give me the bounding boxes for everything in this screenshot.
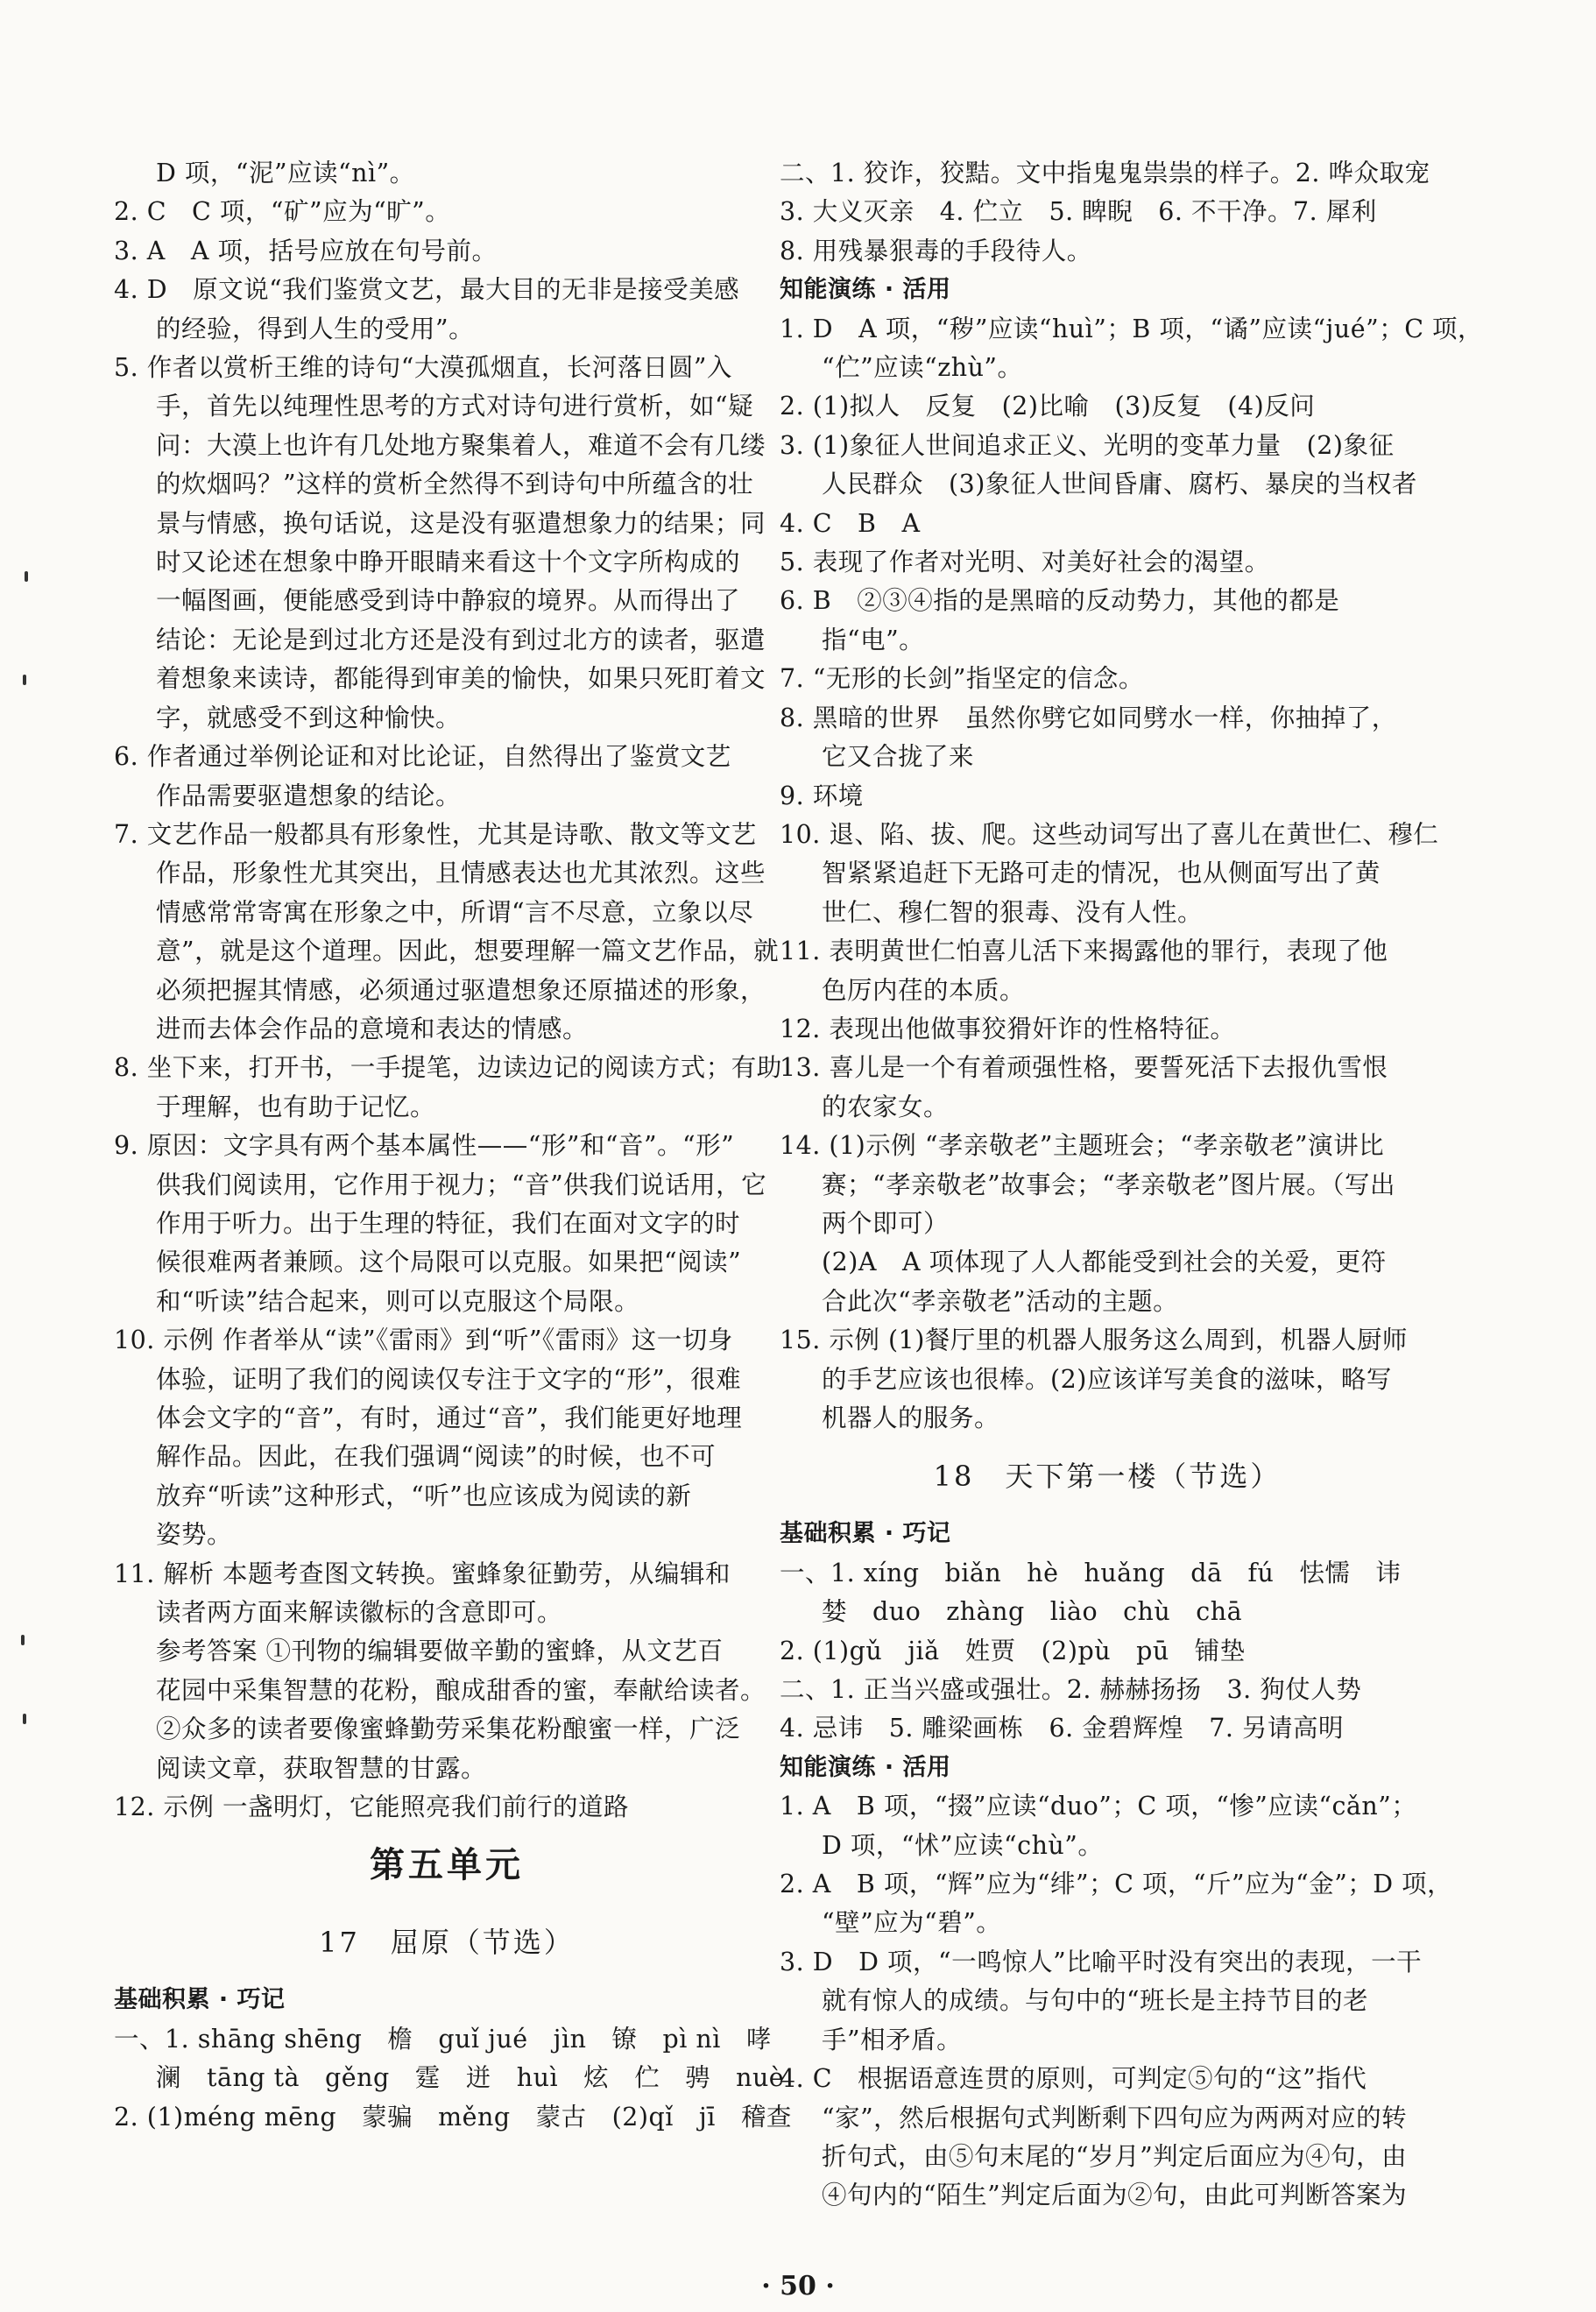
answer-line: 2. (1)méng mēng 蒙骗 měng 蒙古 (2)qǐ jī 稽查 [114, 2102, 792, 2132]
answer-line: 机器人的服务。 [822, 1403, 1000, 1432]
answer-line: 两个即可） [822, 1208, 950, 1238]
answer-line: 必须把握其情感，必须通过驱遣想象还原描述的形象， [156, 975, 766, 1005]
answer-line: 一、1. shāng shēng 檐 guǐ jué jìn 镣 pì nì 哮 [114, 2024, 772, 2054]
answer-line: 放弃“听读”这种形式，“听”也应该成为阅读的新 [156, 1481, 692, 1510]
answer-line: “家”，然后根据句式判断剩下四句应为两两对应的转 [822, 2103, 1408, 2132]
answer-line: 作用于听力。出于生理的特征，我们在面对文字的时 [156, 1208, 741, 1238]
answer-line: 5. 表现了作者对光明、对美好社会的渴望。 [780, 548, 1270, 577]
answer-line: 参考答案 ①刊物的编辑要做辛勤的蜜蜂，从文艺百 [156, 1637, 724, 1666]
answer-line: ②众多的读者要像蜜蜂勤劳采集花粉酿蜜一样，广泛 [156, 1715, 741, 1744]
answer-line: 二、1. 正当兴盛或强壮。2. 赫赫扬扬 3. 狗仗人势 [780, 1675, 1362, 1705]
answer-line: 14. (1)示例 “孝亲敬老”主题班会；“孝亲敬老”演讲比 [780, 1131, 1385, 1161]
answer-line: “伫”应读“zhù”。 [822, 353, 1023, 383]
answer-line: 13. 喜儿是一个有着顽强性格，要誓死活下去报仇雪恨 [780, 1053, 1388, 1083]
answer-line: 一、1. xíng biǎn hè huǎng dā fú 怯懦 讳 [780, 1558, 1402, 1587]
answer-line: 8. 黑暗的世界 虽然你劈它如同劈水一样，你抽掉了， [780, 703, 1397, 732]
answer-line: 于理解，也有助于记忆。 [156, 1092, 436, 1121]
answer-line: 10. 示例 作者举从“读”《雷雨》到“听”《雷雨》这一切身 [114, 1326, 733, 1355]
answer-line: 字，就感受不到这种愉快。 [156, 703, 462, 732]
answer-line: 5. 作者以赏析王维的诗句“大漠孤烟直，长河落日圆”入 [114, 353, 732, 383]
answer-line: 4. C 根据语意连贯的原则，可判定⑤句的“这”指代 [780, 2064, 1367, 2094]
answer-line: 12. 表现出他做事狡猾奸诈的性格特征。 [780, 1014, 1236, 1043]
answer-line: 意”，就是这个道理。因此，想要理解一篇文艺作品，就 [156, 937, 780, 966]
answer-line: 时又论述在想象中睁开眼睛来看这十个文字所构成的 [156, 548, 741, 577]
answer-line: 的手艺应该也很棒。(2)应该详写美食的滋味，略写 [822, 1364, 1392, 1394]
answer-line: 3. D D 项，“一鸣惊人”比喻平时没有突出的表现，一干 [780, 1947, 1423, 1976]
margin-mark [23, 1714, 26, 1724]
answer-line: 和“听读”结合起来，则可以克服这个局限。 [156, 1286, 640, 1316]
answer-line: D 项，“泥”应读“nì”。 [156, 159, 415, 187]
answer-line: 11. 表明黄世仁怕喜儿活下来揭露他的罪行，表现了他 [780, 937, 1388, 966]
answer-line: 问：大漠上也许有几处地方聚集着人，难道不会有几缕 [156, 430, 766, 460]
answer-line: 9. 环境 [780, 781, 864, 810]
answer-line: 着想象来读诗，都能得到审美的愉快，如果只死盯着文 [156, 664, 766, 694]
margin-mark [25, 571, 28, 582]
answer-line: “壁”应为“碧”。 [822, 1908, 1002, 1938]
answer-line: 4. D 原文说“我们鉴赏文艺，最大目的无非是接受美感 [114, 275, 740, 305]
answer-line: 澜 tāng tà gěng 霆 迸 huì 炫 伫 骋 nuè [156, 2063, 785, 2093]
answer-line: 手，首先以纯理性思考的方式对诗句进行赏析，如“疑 [156, 392, 754, 421]
answer-line: 的农家女。 [822, 1092, 950, 1121]
page-number: · 50 · [761, 2271, 835, 2301]
answer-line: 15. 示例 (1)餐厅里的机器人服务这么周到，机器人厨师 [780, 1326, 1408, 1355]
answer-line: 3. A A 项，括号应放在句号前。 [114, 236, 498, 265]
answer-line: 11. 解析 本题考查图文转换。蜜蜂象征勤劳，从编辑和 [114, 1559, 731, 1588]
answer-line: 的炊烟吗？”这样的赏析全然得不到诗句中所蕴含的壮 [156, 470, 754, 499]
answer-line: 作品，形象性尤其突出，且情感表达也尤其浓烈。这些 [156, 859, 766, 888]
answer-line: 阅读文章，获取智慧的甘露。 [156, 1753, 487, 1783]
margin-mark [23, 675, 26, 685]
answer-line: 一幅图画，便能感受到诗中静寂的境界。从而得出了 [156, 586, 741, 616]
lesson-title: 17 屈原（节选） [319, 1926, 575, 1960]
answer-line: 婪 duo zhàng liào chù chā [822, 1597, 1243, 1627]
answer-line: 7. “无形的长剑”指坚定的信念。 [780, 664, 1144, 694]
section-heading: 基础积累 · 巧记 [114, 1986, 286, 2014]
answer-line: 指“电”。 [822, 625, 925, 654]
answer-line: 进而去体会作品的意境和表达的情感。 [156, 1014, 589, 1043]
unit-title: 第五单元 [370, 1844, 524, 1886]
answer-line: 作品需要驱遣想象的结论。 [156, 781, 462, 810]
answer-line: 2. C C 项，“矿”应为“旷”。 [114, 197, 451, 227]
section-heading: 知能演练 · 活用 [780, 1753, 951, 1781]
answer-line: 3. (1)象征人世间追求正义、光明的变革力量 (2)象征 [780, 430, 1395, 460]
answer-line: 4. C B A [780, 508, 921, 538]
answer-line: 体验，证明了我们的阅读仅专注于文字的“形”，很难 [156, 1364, 742, 1394]
answer-line: 7. 文艺作品一般都具有形象性，尤其是诗歌、散文等文艺 [114, 819, 757, 849]
section-heading: 知能演练 · 活用 [780, 276, 951, 304]
answer-line: 折句式，由⑤句末尾的“岁月”判定后面应为④句，由 [822, 2141, 1408, 2171]
answer-line: 体会文字的“音”，有时，通过“音”，我们能更好地理 [156, 1403, 743, 1432]
answer-line: 景与情感，换句话说，这是没有驱遣想象力的结果；同 [156, 508, 766, 538]
left-column [114, 154, 792, 2137]
section-heading: 基础积累 · 巧记 [780, 1520, 951, 1548]
answer-line: 智紧紧追赶下无路可走的情况，也从侧面写出了黄 [822, 859, 1381, 888]
answer-line: 它又合拢了来 [822, 742, 975, 772]
answer-line: 9. 原因：文字具有两个基本属性——“形”和“音”。“形” [114, 1131, 735, 1161]
answer-line: 姿势。 [156, 1520, 233, 1550]
answer-line: 合此次“孝亲敬老”活动的主题。 [822, 1286, 1179, 1316]
answer-line: 8. 用残暴狠毒的手段待人。 [780, 236, 1092, 265]
answer-line: 结论：无论是到过北方还是没有到过北方的读者，驱遣 [156, 625, 766, 654]
answer-line: 人民群众 (3)象征人世间昏庸、腐朽、暴戾的当权者 [822, 470, 1417, 499]
margin-mark [21, 1635, 25, 1645]
answer-line: 10. 退、陷、拔、爬。这些动词写出了喜儿在黄世仁、穆仁 [780, 819, 1439, 849]
answer-line: 读者两方面来解读徽标的含意即可。 [156, 1598, 563, 1628]
answer-line: 3. 大义灭亲 4. 伫立 5. 睥睨 6. 不干净。7. 犀利 [780, 197, 1377, 227]
answer-line: 12. 示例 一盏明灯，它能照亮我们前行的道路 [114, 1792, 629, 1822]
right-column [780, 154, 1484, 2216]
answer-line: 8. 坐下来，打开书，一手提笔，边读边记的阅读方式；有助 [114, 1053, 782, 1083]
answer-line: 手”相矛盾。 [822, 2025, 963, 2054]
answer-line: 1. D A 项，“秽”应读“huì”；B 项，“谲”应读“jué”；C 项， [780, 314, 1484, 343]
answer-line: 2. (1)gǔ jiǎ 姓贾 (2)pù pū 铺垫 [780, 1636, 1246, 1665]
answer-line: 6. B ②③④指的是黑暗的反动势力，其他的都是 [780, 586, 1340, 616]
answer-line: 6. 作者通过举例论证和对比论证，自然得出了鉴赏文艺 [114, 742, 731, 772]
answer-line: 的经验，得到人生的受用”。 [156, 314, 475, 343]
answer-line: D 项，“怵”应读“chù”。 [822, 1830, 1104, 1860]
answer-line: 花园中采集智慧的花粉，酿成甜香的蜜，奉献给读者。 [156, 1675, 766, 1705]
answer-line: 世仁、穆仁智的狠毒、没有人性。 [822, 897, 1204, 927]
answer-line: 候很难两者兼顾。这个局限可以克服。如果把“阅读” [156, 1248, 742, 1277]
answer-line: 1. A B 项，“掇”应读“duo”；C 项，“惨”应读“cǎn”； [780, 1792, 1417, 1821]
answer-line: 解作品。因此，在我们强调“阅读”的时候，也不可 [156, 1442, 717, 1472]
answer-line: 2. (1)拟人 反复 (2)比喻 (3)反复 (4)反问 [780, 392, 1316, 421]
answer-line: 二、1. 狡诈，狡黠。文中指鬼鬼祟祟的样子。2. 哗众取宠 [780, 159, 1430, 187]
answer-line: (2)A A 项体现了人人都能受到社会的关爱，更符 [822, 1248, 1387, 1277]
answer-line: 色厉内荏的本质。 [822, 975, 1026, 1005]
answer-line: 供我们阅读用，它作用于视力；“音”供我们说话用，它 [156, 1170, 767, 1199]
lesson-title: 18 天下第一楼（节选） [933, 1460, 1282, 1494]
answer-line: 2. A B 项，“辉”应为“绯”；C 项，“斤”应为“金”；D 项， [780, 1870, 1453, 1899]
answer-line: 情感常常寄寓在形象之中，所谓“言不尽意，立象以尽 [156, 897, 754, 927]
answer-line: 4. 忌讳 5. 雕梁画栋 6. 金碧辉煌 7. 另请高明 [780, 1714, 1345, 1743]
answer-line: ④句内的“陌生”判定后面为②句，由此可判断答案为 [822, 2181, 1408, 2210]
answer-line: 赛；“孝亲敬老”故事会；“孝亲敬老”图片展。（写出 [822, 1170, 1396, 1199]
answer-line: 就有惊人的成绩。与句中的“班长是主持节目的老 [822, 1986, 1369, 2016]
